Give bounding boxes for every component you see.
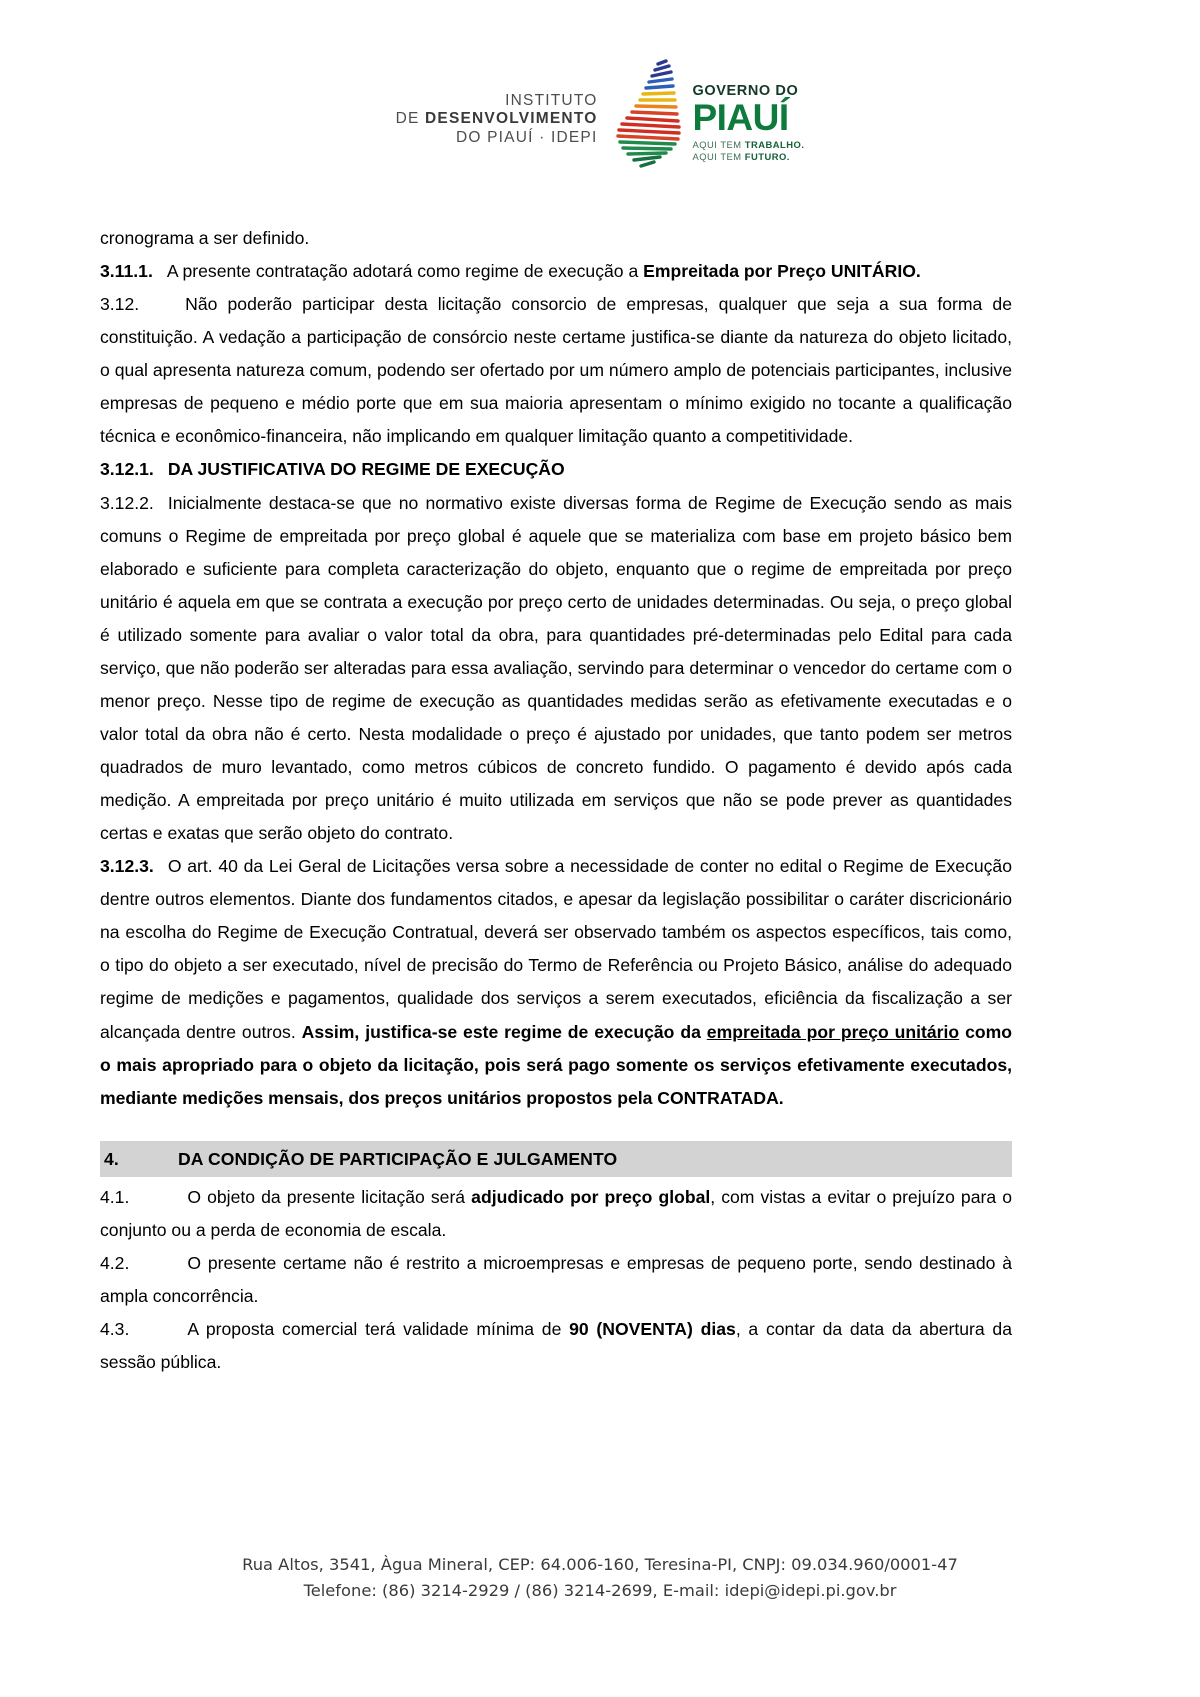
idepi-logo-line1: INSTITUTO: [505, 92, 598, 109]
section-4-header: [100, 1141, 1012, 1177]
clause-3-11-1-bold: Empreitada por Preço UNITÁRIO.: [643, 261, 921, 282]
clause-3-12-3-text: O art. 40 da Lei Geral de Licitações versa sobre a necessidade de conter no edital o Regime de Execução dentre outros elementos. Diante dos fundamentos citados, e apesar da legislação possibilitar o caráter discricionário na escolha do Regime de Execução Contratual, deverá ser observado também os aspectos específicos, tais como, o tipo do objeto a ser executado, nível de precisão do Termo de Referência ou Projeto Básico, análise do adequado regime de medições e pagamentos, qualidade dos serviços a serem executados, eficiência da fiscalização a ser alcançada dentre outros.: [100, 856, 1012, 1042]
clause-4-1-number: 4.1.: [100, 1186, 130, 1207]
clause-4-3-bold: 90 (NOVENTA) dias: [569, 1319, 736, 1340]
clause-3-12-text: Não poderão participar desta licitação consorcio de empresas, qualquer que seja a sua forma de constituição. A vedação a participação de consórcio neste certame justifica-se diante da natureza do objeto licitado, o qual apresenta natureza comum, podendo ser ofertado por um número amplo de potenciais participantes, inclusive empresas de pequeno e médio porte que em sua maioria apresentam o mínimo exigido no tocante a qualificação técnica e econômico-financeira, não implicando em qualquer limitação quanto a competitividade.: [100, 294, 1012, 447]
piaui-map-icon: [611, 58, 685, 170]
clause-3-12: [100, 288, 1012, 453]
clause-4-3-text-before: A proposta comercial terá validade mínima de: [187, 1319, 570, 1340]
paragraph-cronograma: cronograma a ser definido.: [100, 228, 310, 248]
clause-3-12-number: 3.12.: [100, 294, 140, 315]
clause-4-3: [100, 1313, 1012, 1379]
government-logo: [611, 58, 804, 170]
clause-3-12-2: [100, 487, 1012, 851]
clause-4-2-number: 4.2.: [100, 1253, 130, 1274]
document-footer: [0, 1552, 1200, 1604]
clause-3-12-3-bold-2: como o mais apropriado para o objeto da licitação, pois será pago somente os serviços efetivamente executados, mediante medições mensais, dos preços unitários propostos pela CONTRATADA.: [100, 1021, 1013, 1108]
document-header: [0, 0, 1200, 170]
section-4-title: DA CONDIÇÃO DE PARTICIPAÇÃO E JULGAMENTO: [178, 1148, 618, 1169]
slogan-line-2-prefix: AQUI TEM: [692, 150, 745, 162]
idepi-logo-line3: DO PIAUÍ · IDEPI: [455, 128, 598, 146]
clause-3-12-3: [100, 850, 1012, 1115]
clause-4-3-text-after: , a contar da data da abertura da sessão pública.: [100, 1319, 1013, 1373]
clause-4-1: [100, 1181, 1012, 1247]
clause-4-2: [100, 1247, 1012, 1313]
clause-3-12-1-title: DA JUSTIFICATIVA DO REGIME DE EXECUÇÃO: [167, 459, 565, 480]
clause-3-12-1: [100, 453, 1012, 486]
idepi-logo-line2: [396, 110, 598, 128]
document-body: [100, 222, 1012, 1379]
idepi-logo: [396, 58, 598, 147]
clause-4-1-text-before: O objeto da presente licitação será: [187, 1186, 472, 1207]
clause-4-1-bold: adjudicado por preço global: [471, 1186, 711, 1207]
footer-contact: Telefone: (86) 3214-2929 / (86) 3214-2699, E-mail: idepi@idepi.pi.gov.br: [303, 1581, 897, 1601]
government-logo-text: [692, 58, 804, 163]
clause-3-11-1-number: 3.11.1.: [100, 261, 153, 282]
idepi-logo-line2-prefix: DE: [395, 110, 426, 128]
clause-3-12-2-number: 3.12.2.: [100, 492, 154, 513]
clause-4-1-text-after: , com vistas a evitar o prejuízo para o conjunto ou a perda de economia de escala.: [100, 1186, 1012, 1240]
government-logo-state: PIAUÍ: [692, 96, 789, 138]
clause-3-12-3-number: 3.12.3.: [100, 856, 154, 877]
clause-3-11-1-text: A presente contratação adotará como regime de execução a: [166, 261, 644, 282]
clause-4-2-text: O presente certame não é restrito a microempresas e empresas de pequeno porte, sendo destinado à ampla concorrência.: [100, 1253, 1012, 1307]
clause-3-12-3-bold-underline: [707, 1022, 959, 1042]
slogan-line-2: [692, 151, 804, 163]
clause-3-12-1-number: 3.12.1.: [100, 459, 154, 480]
clause-3-11-1: [100, 255, 1012, 288]
government-logo-slogan: [692, 139, 804, 163]
section-4-number: 4.: [104, 1148, 119, 1169]
slogan-line-1-bold: TRABALHO.: [744, 138, 805, 150]
slogan-line-1: [692, 139, 804, 151]
clause-4-3-number: 4.3.: [100, 1319, 130, 1340]
government-logo-top: GOVERNO DO: [692, 83, 799, 99]
clause-3-12-3-underline-text: empreitada por preço unitário: [706, 1021, 960, 1042]
clause-3-12-2-text: Inicialmente destaca-se que no normativo existe diversas forma de Regime de Execução sendo as mais comuns o Regime de empreitada por preço global é aquele que se materializa com base em projeto básico bem elaborado e suficiente para completa caracterização do objeto, enquanto que o regime de empreitada por preço unitário é aquela em que se contrata a execução por preço certo de unidades determinadas. Ou seja, o preço global é utilizado somente para avaliar o valor total da obra, para quantidades pré-determinadas pelo Edital para cada serviço, que não poderão ser alteradas para essa avaliação, servindo para determinar o vencedor do certame com o menor preço. Nesse tipo de regime de execução as quantidades medidas serão as efetivamente executadas e o valor total da obra não é certo. Nesta modalidade o preço é ajustado por unidades, que tanto podem ser metros quadrados de muro levantado, como metros cúbicos de concreto fundido. O pagamento é devido após cada medição. A empreitada por preço unitário é muito utilizada em serviços que não se pode prever as quantidades certas e exatas que serão objeto do contrato.: [100, 492, 1012, 844]
clause-3-12-3-bold-1: Assim, justifica-se este regime de execução da: [301, 1021, 707, 1042]
footer-address: Rua Altos, 3541, Àgua Mineral, CEP: 64.006-160, Teresina-PI, CNPJ: 09.034.960/0001-47: [242, 1555, 958, 1574]
slogan-line-2-bold: FUTURO.: [744, 150, 790, 162]
slogan-line-1-prefix: AQUI TEM: [692, 138, 745, 150]
idepi-logo-line2-bold: DESENVOLVIMENTO: [425, 110, 598, 128]
